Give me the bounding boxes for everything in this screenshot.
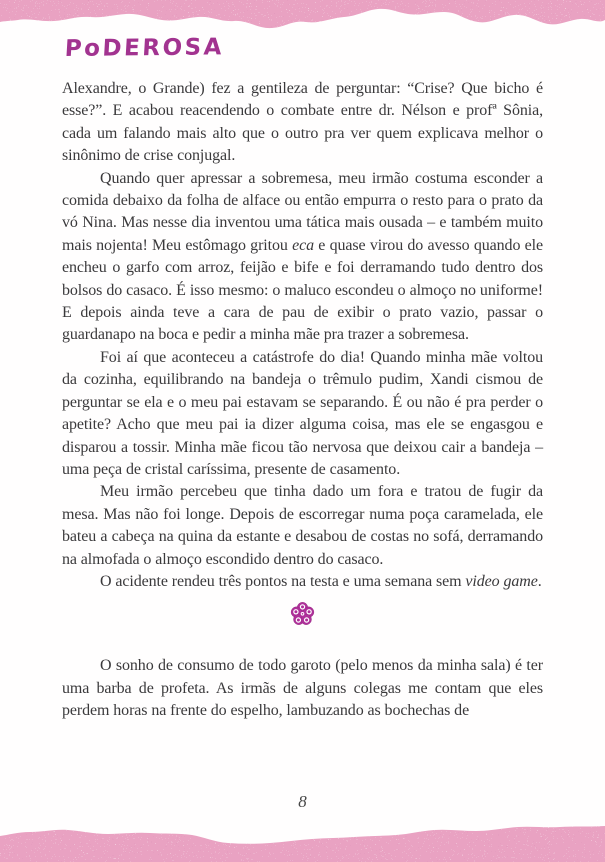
text-run: Meu irmão percebeu que tinha dado um fora e tratou de fugir da mesa. Mas não foi longe. Depois de escorregar numa poça caramelada, ele bateu a cabeça na quina da estante e desabou de costas no sofá, derramando na almofada o almoço escondido dentro do casaco. (62, 483, 543, 568)
body-paragraph (62, 347, 543, 481)
text-run: . (537, 572, 542, 590)
text-section-1 (62, 78, 543, 593)
page-number: 8 (298, 792, 307, 811)
text-section-2 (62, 655, 543, 722)
text-run: Quando quer apressar a sobremesa, meu irmão costuma esconder a comida debaixo da folha de alface ou então empurra o resto para o prato da vó Nina. Mas nesse dia inventou uma tática mais ousada – e também muito mais nojenta! Meu estômago gritou (62, 169, 543, 254)
bottom-border-texture (0, 822, 605, 862)
flower-ornament-icon (290, 601, 315, 627)
text-run: Foi aí que aconteceu a catástrofe do dia! Quando minha mãe voltou da cozinha, equilibrando na bandeja o trêmulo pudim, Xandi cismou de perguntar se ela e o meu pai estavam se separando. É ou não é pra perder o apetite? Acho que meu pai ia dizer alguma coisa, mas ele se engasgou e disparou a tossir. Minha mãe ficou tão nervosa que deixou cair a bandeja – uma peça de cristal caríssima, presente de casamento. (62, 348, 543, 478)
italic-text-run: video game (465, 572, 538, 590)
body-paragraph (62, 78, 543, 168)
text-run: O sonho de consumo de todo garoto (pelo menos da minha sala) é ter uma barba de profeta. As irmãs de alguns colegas me contam que eles perdem horas na frente do espelho, lambuzando as bochechas de (62, 657, 543, 720)
body-paragraph (62, 655, 543, 722)
text-run: O acidente rendeu três pontos na testa e uma semana sem (100, 572, 466, 590)
body-paragraph (62, 481, 543, 571)
text-run: e quase virou do avesso quando ele encheu o garfo com arroz, feijão e bife e foi derramando tudo dentro dos bolsos do casaco. É isso mesmo: o maluco escondeu o almoço no uniforme! E depois ainda teve a cara de pau de exibir o prato vazio, passar o guardanapo na boca e pedir a minha mãe pra trazer a sobremesa. (62, 236, 543, 344)
body-paragraph (62, 168, 543, 347)
section-divider (62, 601, 543, 627)
text-run: Alexandre, o Grande) fez a gentileza de perguntar: “Crise? Que bicho é esse?”. E acabou reacendendo o combate entre dr. Nélson e profª Sônia, cada um falando mais alto que o outro pra ver quem explicava melhor o sinônimo de crise conjugal. (62, 80, 543, 165)
italic-text-run: eca (292, 236, 314, 254)
page-content (62, 36, 543, 723)
book-title: PoDEROSA (64, 34, 225, 62)
body-paragraph (62, 571, 543, 593)
